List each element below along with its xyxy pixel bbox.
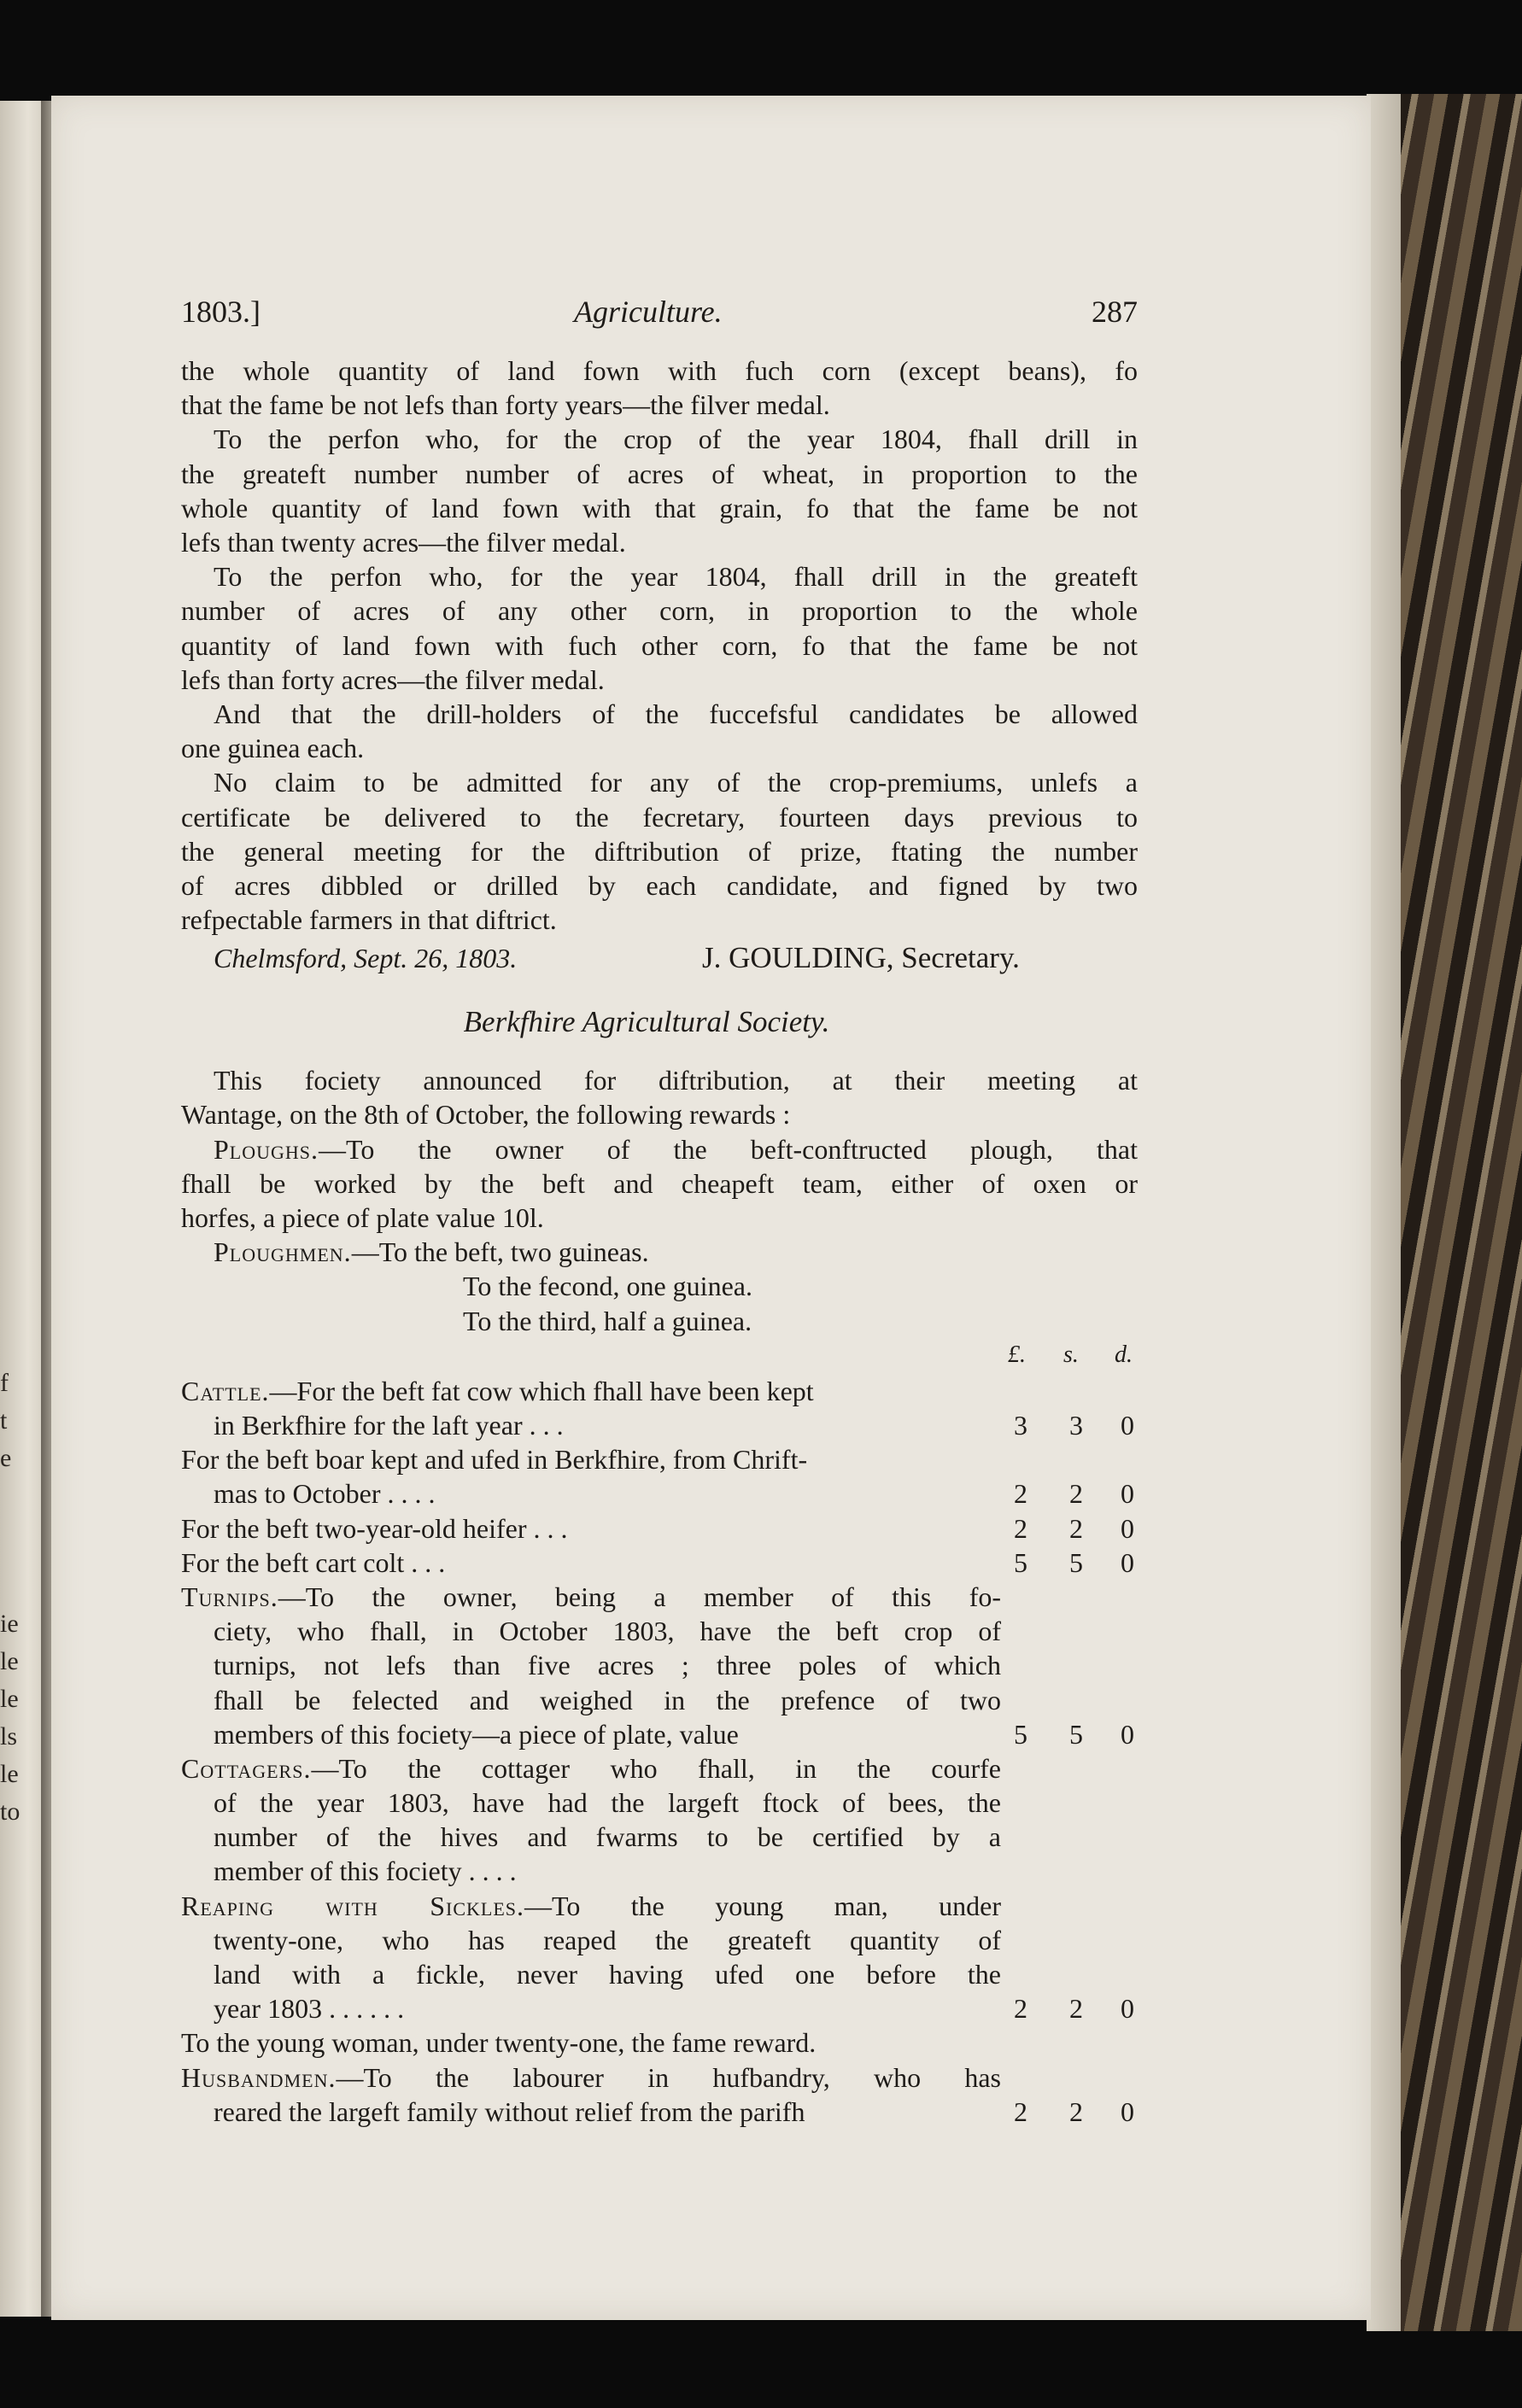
amount-shillings: 2 <box>1069 1512 1083 1544</box>
amount-pounds: 2 <box>1014 1993 1027 2025</box>
pence-label: d. <box>1115 1341 1133 1368</box>
text-line: To the perfon who, for the year 1804, fhall drill in the greateft <box>214 561 1138 593</box>
paragraph-4 <box>181 697 1138 765</box>
paragraph-5 <box>181 765 1138 937</box>
left-fragment: e <box>0 1444 12 1472</box>
amount-pence: 0 <box>1121 1718 1134 1750</box>
entry-text: —To the owner of the beft-conftructed plough, that <box>319 1133 1138 1165</box>
text-line: lefs than forty acres—the filver medal. <box>181 663 605 695</box>
entry-head: Reaping with Sickles. <box>181 1890 525 1921</box>
text-line <box>181 1374 1001 1408</box>
currency-header <box>181 1338 1138 1374</box>
text-line: lefs than twenty acres—the filver medal. <box>181 526 626 558</box>
amount-shillings: 2 <box>1069 1478 1083 1510</box>
left-fragment: f <box>0 1369 9 1397</box>
amount-pounds: 2 <box>1014 1512 1027 1544</box>
text-line: of acres dibbled or drilled by each candidate, and figned by two <box>181 869 1138 901</box>
entry-block <box>181 1889 1001 1992</box>
intro-paragraph <box>181 1063 1138 1131</box>
entry-text: —To the beft, two guineas. <box>351 1236 649 1268</box>
text-line: number of the hives and fwarms to be certified by a <box>214 1821 1001 1853</box>
text-line: one guinea each. <box>181 733 365 764</box>
entry-block <box>181 2060 1001 2095</box>
text-line: members of this fociety—a piece of plate, value <box>214 1718 739 1750</box>
text-line: fhall be worked by the beft and cheapeft team, either of oxen or <box>181 1167 1138 1199</box>
table-row <box>181 1717 1138 1751</box>
shillings-label: s. <box>1063 1341 1079 1368</box>
amount-pence: 0 <box>1121 1478 1134 1510</box>
husbandmen-entry <box>181 2060 1138 2129</box>
table-row <box>181 1511 1138 1546</box>
text-line: For the beft cart colt . . . <box>181 1546 446 1578</box>
text-line: quantity of land fown with fuch other corn, fo that the fame be not <box>181 629 1138 661</box>
text-line: whole quantity of land fown with that grain, fo that the fame be not <box>181 492 1138 523</box>
text-line: For the beft boar kept and ufed in Berkfhire, from Chrift- <box>181 1444 808 1476</box>
entry-head: Cottagers. <box>181 1752 312 1784</box>
amount-pounds: 2 <box>1014 2095 1027 2127</box>
pounds-label: £. <box>1008 1341 1026 1368</box>
amount-pence: 0 <box>1121 1410 1134 1441</box>
amount-pounds: 5 <box>1014 1718 1027 1750</box>
page-edges <box>1367 94 1522 2331</box>
text-line: the general meeting for the diftribution of prize, ftating the number <box>181 835 1138 867</box>
cottagers-entry <box>181 1751 1138 1889</box>
text-line: ciety, who fhall, in October 1803, have the beft crop of <box>214 1616 1001 1647</box>
entry-head: Ploughmen. <box>214 1236 352 1268</box>
amount-shillings: 2 <box>1069 1993 1083 2025</box>
page-content <box>181 294 1138 2129</box>
section-title: Berkfhire Agricultural Society. <box>463 1005 830 1039</box>
text-line: No claim to be admitted for any of the crop-premiums, unlefs a <box>214 767 1138 798</box>
amount-shillings: 5 <box>1069 1546 1083 1578</box>
table-row <box>181 1991 1138 2025</box>
text-line: twenty-one, who has reaped the greateft quantity of <box>214 1924 1001 1955</box>
paragraph-1 <box>181 354 1138 422</box>
text-line: land with a fickle, never having ufed one before the <box>214 1959 1001 1990</box>
text-line: the whole quantity of land fown with fuch corn (except beans), fo <box>181 355 1138 386</box>
amount-pence: 0 <box>1121 1512 1134 1544</box>
table-row <box>181 2095 1138 2129</box>
reaping-entry <box>181 1889 1138 2060</box>
left-fragment: ls <box>0 1722 18 1750</box>
secretary-name: J. GOULDING, Secretary. <box>702 941 1020 975</box>
left-fragment: le <box>0 1760 19 1788</box>
text-line <box>181 1235 1138 1269</box>
text-line: turnips, not lefs than five acres ; three poles of which <box>214 1650 1001 1681</box>
table-row <box>181 1408 1138 1442</box>
text-line: refpectable farmers in that diftrict. <box>181 904 557 936</box>
table-row <box>181 1546 1138 1580</box>
table-row <box>181 1374 1138 1408</box>
right-page <box>51 96 1371 2320</box>
amount-pounds: 3 <box>1014 1410 1027 1441</box>
left-fragment: le <box>0 1647 19 1675</box>
text-line: To the fecond, one guinea. <box>463 1271 752 1302</box>
text-line: Wantage, on the 8th of October, the following rewards : <box>181 1099 791 1131</box>
entry-head: Cattle. <box>181 1375 270 1406</box>
left-fragment: ie <box>0 1610 19 1638</box>
entry-text: —To the owner, being a member of this fo- <box>278 1581 1001 1612</box>
left-page-fragments <box>0 1365 47 1831</box>
header-year: 1803.] <box>181 295 260 329</box>
place-date: Chelmsford, Sept. 26, 1803. <box>214 943 518 974</box>
amount-pence: 0 <box>1121 1546 1134 1578</box>
amount-pounds: 2 <box>1014 1478 1027 1510</box>
entry-head: Ploughs. <box>214 1133 319 1165</box>
amount-shillings: 2 <box>1069 2095 1083 2127</box>
text-line <box>181 1132 1138 1166</box>
text-line: For the beft two-year-old heifer . . . <box>181 1512 568 1544</box>
table-row <box>181 1476 1138 1511</box>
entry-head: Husbandmen. <box>181 2061 337 2093</box>
header-title: Agriculture. <box>574 295 723 329</box>
amount-pounds: 5 <box>1014 1546 1027 1578</box>
text-line: This fociety announced for diftribution, at their meeting at <box>214 1065 1138 1096</box>
left-fragment: to <box>0 1797 20 1826</box>
text-line: in Berkfhire for the laft year . . . <box>214 1410 564 1441</box>
ploughmen-entry <box>181 1235 1138 1338</box>
ploughs-entry <box>181 1132 1138 1236</box>
entry-head: Turnips. <box>181 1581 278 1612</box>
signature-line <box>181 938 1138 978</box>
text-line: that the fame be not lefs than forty years—the filver medal. <box>181 389 830 421</box>
entry-text: —To the cottager who fhall, in the courfe <box>311 1752 1001 1784</box>
paragraph-3 <box>181 559 1138 697</box>
cattle-entry <box>181 1374 1138 1580</box>
text-line: number of acres of any other corn, in proportion to the whole <box>181 595 1138 627</box>
text-line: And that the drill-holders of the fuccefsful candidates be allowed <box>214 698 1138 729</box>
text-line: fhall be felected and weighed in the prefence of two <box>214 1684 1001 1715</box>
entry-block <box>181 1580 1001 1717</box>
left-fragment: le <box>0 1685 19 1713</box>
amount-shillings: 5 <box>1069 1718 1083 1750</box>
text-line: certificate be delivered to the fecretary, fourteen days previous to <box>181 801 1138 833</box>
text-line <box>181 1580 1001 1614</box>
turnips-entry <box>181 1580 1138 1751</box>
amount-pence: 0 <box>1121 2095 1134 2127</box>
left-fragment: t <box>0 1406 8 1435</box>
running-header <box>181 294 1138 354</box>
amount-shillings: 3 <box>1069 1410 1083 1441</box>
text-line: of the year 1803, have had the largeft ftock of bees, the <box>214 1787 1001 1819</box>
text-line: To the third, half a guinea. <box>463 1305 752 1336</box>
text-line: year 1803 . . . . . . <box>214 1993 405 2025</box>
text-line: To the young woman, under twenty-one, the fame reward. <box>181 2027 817 2059</box>
text-line <box>181 1751 1001 1786</box>
amount-pence: 0 <box>1121 1993 1134 2025</box>
text-line: member of this fociety . . . . <box>214 1856 517 1887</box>
text-line <box>181 1889 1001 1923</box>
paragraph-2 <box>181 422 1138 559</box>
entry-text: —To the labourer in hufbandry, who has <box>336 2061 1001 2093</box>
text-line: mas to October . . . . <box>214 1478 436 1510</box>
text-line: the greateft number number of acres of wheat, in proportion to the <box>181 458 1138 489</box>
table-row <box>181 1442 1138 1476</box>
text-line <box>181 2060 1001 2095</box>
text-line: horfes, a piece of plate value 10l. <box>181 1202 544 1234</box>
text-line: To the perfon who, for the crop of the year 1804, fhall drill in <box>214 424 1138 455</box>
page-number: 287 <box>1092 295 1138 329</box>
entry-text: —To the young man, under <box>524 1890 1001 1921</box>
text-line: reared the largeft family without relief from the parifh <box>214 2095 805 2127</box>
entry-text: —For the beft fat cow which fhall have been kept <box>269 1375 814 1406</box>
entry-block <box>181 1751 1001 1889</box>
